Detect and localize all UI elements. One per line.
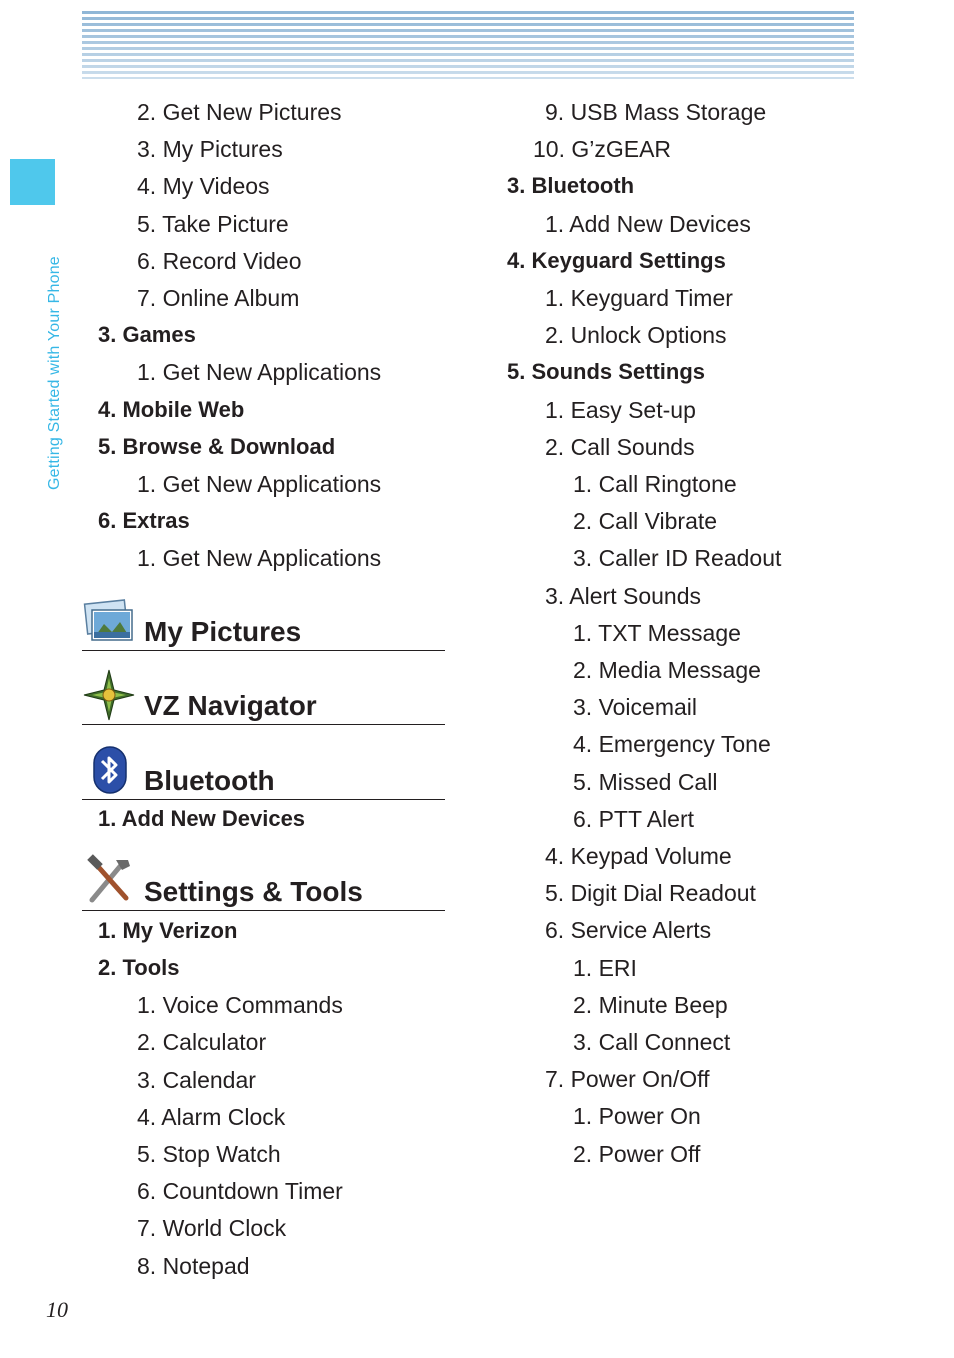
menu-item: 5. Stop Watch [137,1141,281,1167]
compass-icon [82,668,136,722]
menu-item: 2. Calculator [137,1029,267,1055]
menu-subitem: 1. ERI [573,955,637,981]
menu-heading: 6. Extras [98,508,190,533]
menu-item: 1. Get New Applications [137,545,382,571]
header-decoration [82,11,854,79]
menu-item: 6. Record Video [137,248,302,274]
menu-heading: 1. Add New Devices [98,806,306,831]
menu-subitem: 2. Call Vibrate [573,508,718,534]
menu-subitem: 2. Media Message [573,657,761,683]
menu-heading: 3. Bluetooth [507,173,635,198]
menu-item: 2. Call Sounds [545,434,695,460]
menu-item: 3. Alert Sounds [545,583,701,609]
menu-item: 1. Voice Commands [137,992,343,1018]
menu-subitem: 3. Call Connect [573,1029,731,1055]
chapter-label: Getting Started with Your Phone [46,256,63,490]
menu-item: 6. Service Alerts [545,917,712,943]
menu-item: 3. My Pictures [137,136,283,162]
menu-item: 9. USB Mass Storage [545,99,767,125]
section-my-pictures [82,594,445,651]
menu-item: 1. Keyguard Timer [545,285,733,311]
menu-item: 1. Easy Set-up [545,397,696,423]
menu-item: 1. Add New Devices [545,211,751,237]
section-bluetooth [82,743,445,800]
section-title: Bluetooth [144,765,275,796]
menu-item: 7. World Clock [137,1215,287,1241]
menu-subitem: 1. Call Ringtone [573,471,737,497]
menu-heading: 1. My Verizon [98,918,238,943]
menu-subitem: 1. Power On [573,1103,701,1129]
menu-item: 4. Keypad Volume [545,843,732,869]
menu-subitem: 4. Emergency Tone [573,731,771,757]
menu-heading: 2. Tools [98,955,180,980]
menu-subitem: 5. Missed Call [573,769,718,795]
section-title: My Pictures [144,616,302,647]
menu-heading: 4. Keyguard Settings [507,248,726,273]
menu-heading: 5. Sounds Settings [507,359,706,384]
section-settings-tools [82,854,445,911]
menu-subitem: 3. Voicemail [573,694,698,720]
section-vz-navigator [82,668,445,725]
section-title: VZ Navigator [144,690,317,721]
menu-item: 8. Notepad [137,1253,250,1279]
menu-item: 5. Take Picture [137,211,289,237]
menu-item: 2. Unlock Options [545,322,727,348]
menu-subitem: 6. PTT Alert [573,806,695,832]
menu-heading: 3. Games [98,322,196,347]
photos-icon [82,594,136,648]
page-number: 10 [46,1297,68,1322]
menu-item: 1. Get New Applications [137,359,382,385]
menu-item: 4. Alarm Clock [137,1104,286,1130]
tools-icon [82,854,136,908]
menu-subitem: 1. TXT Message [573,620,741,646]
menu-item: 3. Calendar [137,1067,256,1093]
menu-item: 1. Get New Applications [137,471,382,497]
section-title: Settings & Tools [144,876,363,907]
menu-item: 7. Power On/Off [545,1066,710,1092]
menu-heading: 4. Mobile Web [98,397,245,422]
chapter-tab [10,159,55,205]
menu-item: 4. My Videos [137,173,270,199]
menu-item: 10. G’zGEAR [533,136,672,162]
menu-heading: 5. Browse & Download [98,434,336,459]
bluetooth-icon [82,743,136,797]
menu-subitem: 3. Caller ID Readout [573,545,782,571]
menu-item: 7. Online Album [137,285,300,311]
menu-subitem: 2. Minute Beep [573,992,728,1018]
menu-item: 2. Get New Pictures [137,99,342,125]
menu-subitem: 2. Power Off [573,1141,701,1167]
menu-item: 6. Countdown Timer [137,1178,343,1204]
menu-item: 5. Digit Dial Readout [545,880,756,906]
